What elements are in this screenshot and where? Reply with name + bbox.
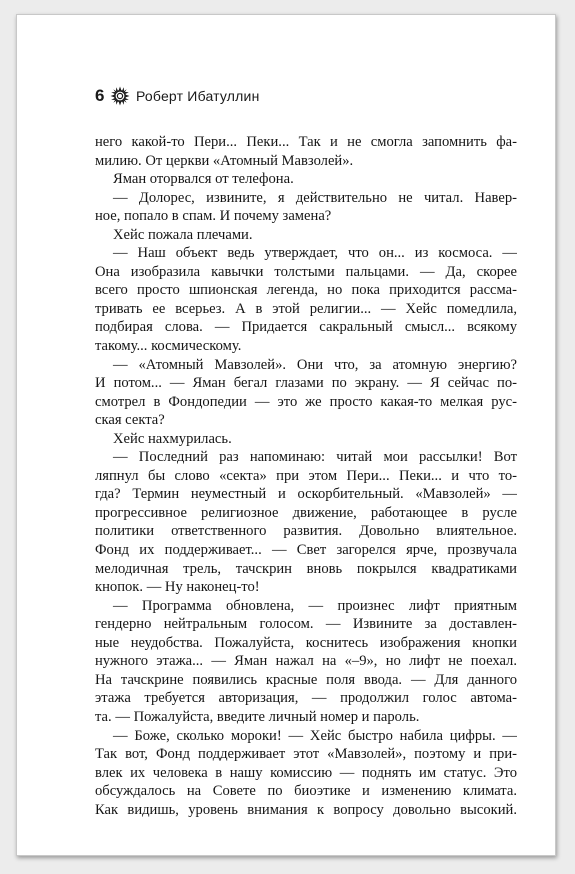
text-line: Хейс нахмурилась. — [113, 430, 232, 447]
text-line: нужного этажа... — Яман нажал на «–9», но лифт не поехал. — [95, 653, 517, 670]
text-line: милию. От церкви «Атомный Мавзолей». — [95, 152, 354, 169]
text-line: Фонд их поддерживает... — Свет загорелся ярче, прозвучала — [95, 542, 517, 559]
text-line: Хейс пожала плечами. — [113, 226, 253, 243]
book-page — [16, 14, 556, 856]
text-line: гендерно нейтральным голосом. — Извините за доставлен- — [95, 616, 517, 633]
text-line: — Боже, сколько мороки! — Хейс быстро набила цифры. — — [113, 727, 517, 744]
text-line: ные неудобства. Пожалуйста, коснитесь изображения кнопки — [95, 634, 517, 651]
text-line: та. — Пожалуйста, введите личный номер и пароль. — [95, 708, 420, 725]
text-line: — Последний раз напоминаю: читай мои рассылки! Вот — [113, 449, 517, 466]
page-number: 6 — [95, 86, 105, 105]
text-line: подбирая слова. — Придается сакральный смысл... всякому — [95, 319, 517, 336]
text-line: этажа требуется авторизация, — продолжил голос автома- — [95, 690, 517, 707]
text-line: ская секта? — [95, 412, 165, 429]
sun-icon — [110, 86, 130, 106]
text-line: Она изобразила кавычки толстыми пальцами. — Да, скорее — [95, 263, 517, 280]
text-line: Так вот, Фонд поддерживает этот «Мавзолей», поэтому и при- — [95, 746, 517, 763]
text-line: И потом... — Яман бегал глазами по экрану. — Я сейчас по- — [95, 375, 517, 392]
text-line: На тачскрине появились красные поля ввода. — Для данного — [95, 671, 517, 688]
text-line: такому... космическому. — [95, 338, 242, 355]
text-line: политики ответственного развития. Довольно влиятельное. — [95, 523, 517, 540]
text-line: тривать ее всерьез. А в этой религии... — Хейс помедлила, — [95, 300, 517, 317]
text-line: ное, попало в спам. И почему замена? — [95, 208, 332, 225]
text-line: — «Атомный Мавзолей». Они что, за атомную энергию? — [113, 356, 517, 373]
text-line: него какой-то Пери... Пеки... Так и не смогла запомнить фа- — [95, 134, 517, 150]
text-line: мелодичная трель, тачскрин вновь покрылся квадратиками — [95, 560, 517, 577]
text-line: — Программа обновлена, — произнес лифт приятным — [113, 597, 517, 614]
text-line: смотрел в Фондопедии — это же просто какая-то мелкая рус- — [95, 393, 517, 410]
text-line: Как видишь, уровень внимания к вопросу довольно высокий. — [95, 801, 517, 818]
text-line: ляпнул бы слово «секта» при этом Пери... Пеки... и что то- — [95, 467, 517, 484]
text-line: Яман оторвался от телефона. — [113, 171, 294, 188]
text-line: гда? Термин неуместный и оскорбительный. «Мавзолей» — — [95, 486, 517, 503]
author-name: Роберт Ибатуллин — [135, 88, 260, 104]
body-text — [95, 133, 517, 819]
text-line: влек их человека в нашу комиссию — поднять им статус. Это — [95, 764, 517, 781]
text-line: прогрессивное религиозное движение, работающее в русле — [95, 504, 517, 521]
text-line: — Долорес, извините, я действительно не читал. Навер- — [113, 189, 517, 206]
text-line: кнопок. — Ну наконец-то! — [95, 579, 260, 596]
text-line: — Наш объект ведь утверждает, что он... из космоса. — — [113, 245, 517, 262]
text-line: обсуждалось на Совете по биоэтике и изменению климата. — [95, 783, 517, 800]
text-line: всего просто шпионская легенда, но пока приходится рассма- — [95, 282, 517, 299]
running-head — [95, 85, 260, 107]
